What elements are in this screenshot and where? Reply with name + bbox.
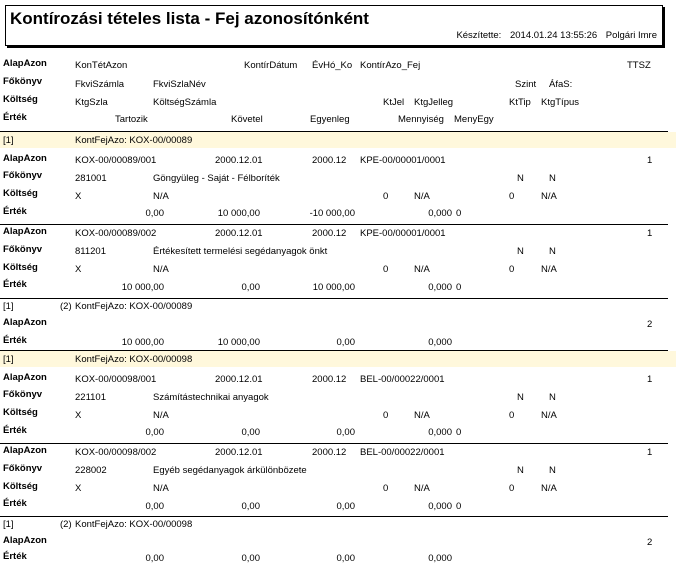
group-level: [1] (3, 135, 14, 146)
record-egyenleg: 0,00 (336, 501, 355, 512)
record-ktg: X (75, 410, 82, 421)
col-ktjel: KtJel (383, 97, 405, 108)
record-kovetel: 0,00 (241, 427, 260, 438)
record-id: KOX-00/00098/002 (75, 447, 157, 458)
col-fkviszamla: FkviSzámla (75, 79, 125, 90)
record-ttsz: 1 (647, 155, 653, 166)
record-afa: N (549, 392, 556, 403)
record-date: 2000.12.01 (215, 374, 263, 385)
col-fkviszlanev: FkviSzlaNév (153, 79, 206, 90)
summary-ttsz: 2 (647, 319, 653, 330)
col-kontirdatum: KontírDátum (244, 60, 298, 71)
record-ktg: X (75, 264, 82, 275)
label-ertek: Érték (3, 425, 27, 436)
label-ertek: Érték (3, 498, 27, 509)
label-alapazon: AlapAzon (3, 226, 47, 237)
record-id: KOX-00/00089/002 (75, 228, 157, 239)
col-tartozik: Tartozik (115, 114, 148, 125)
record-tipus: N/A (541, 483, 557, 494)
record-date: 2000.12.01 (215, 228, 263, 239)
record-account-name: Számítástechnikai anyagok (153, 392, 269, 403)
summary-level: [1] (3, 301, 14, 312)
prepared-by: Polgári Imre (605, 30, 657, 41)
record-fej: KPE-00/00001/0001 (360, 228, 446, 239)
summary-count: (2) (60, 301, 72, 312)
record-jelleg: N/A (414, 264, 430, 275)
record-afa: N (549, 173, 556, 184)
record-jelleg: N/A (414, 410, 430, 421)
record-afa: N (549, 465, 556, 476)
record-account: 228002 (75, 465, 107, 476)
separator (0, 298, 668, 299)
prepared-date: 2014.01.24 13:55:26 (509, 30, 598, 41)
record-szint: N (517, 246, 524, 257)
record-evho: 2000.12 (312, 228, 347, 239)
record-egyenleg: -10 000,00 (309, 208, 355, 219)
col-ktgjelleg: KtgJelleg (414, 97, 454, 108)
record-ktg-szamla: N/A (153, 410, 169, 421)
record-account-name: Értékesített termelési segédanyagok önkt (153, 246, 328, 257)
record-mennyiseg: 0,000 (428, 208, 452, 219)
group-level: [1] (3, 354, 14, 365)
record-mennyiseg: 0,000 (428, 427, 452, 438)
label-fokonyv: Főkönyv (3, 170, 43, 181)
record-szint: N (517, 392, 524, 403)
summary-tartozik: 0,00 (145, 553, 164, 564)
col-afas: ÁfaS: (549, 79, 573, 90)
record-fej: BEL-00/00022/0001 (360, 374, 445, 385)
record-evho: 2000.12 (312, 374, 347, 385)
record-jelleg: N/A (414, 483, 430, 494)
col-label-alapazon: AlapAzon (3, 58, 47, 69)
label-ertek: Érték (3, 279, 27, 290)
separator (0, 224, 668, 225)
summary-kovetel: 10 000,00 (217, 337, 260, 348)
col-egyenleg: Egyenleg (310, 114, 350, 125)
summary-mennyiseg: 0,000 (428, 337, 452, 348)
summary-title: KontFejAzo: KOX-00/00098 (75, 519, 193, 530)
label-alapazon: AlapAzon (3, 535, 47, 546)
record-ktg-szamla: N/A (153, 483, 169, 494)
label-ertek: Érték (3, 335, 27, 346)
report-title: Kontírozási tételes lista - Fej azonosítónként (10, 9, 369, 28)
group-title: KontFejAzo: KOX-00/00098 (75, 354, 193, 365)
record-tipus: N/A (541, 264, 557, 275)
record-account: 811201 (75, 246, 106, 257)
group-title: KontFejAzo: KOX-00/00089 (75, 135, 193, 146)
summary-kovetel: 0,00 (241, 553, 260, 564)
summary-egyenleg: 0,00 (336, 553, 355, 564)
record-ktg: X (75, 483, 82, 494)
record-tipus: N/A (541, 410, 557, 421)
record-tartozik: 0,00 (145, 208, 164, 219)
col-label-fokonyv: Főkönyv (3, 76, 43, 87)
record-ttsz: 1 (647, 447, 653, 458)
label-koltseg: Költség (3, 481, 38, 492)
record-account-name: Göngyüleg - Saját - Félboríték (153, 173, 280, 184)
col-evho: ÉvHó_Ko (312, 60, 353, 71)
label-koltseg: Költség (3, 262, 38, 273)
record-tartozik: 0,00 (145, 501, 164, 512)
record-account: 281001 (75, 173, 107, 184)
label-koltseg: Költség (3, 407, 38, 418)
col-kovetel: Követel (231, 114, 263, 125)
label-alapazon: AlapAzon (3, 317, 47, 328)
record-id: KOX-00/00089/001 (75, 155, 157, 166)
record-tartozik: 10 000,00 (121, 282, 164, 293)
record-evho: 2000.12 (312, 155, 347, 166)
record-evho: 2000.12 (312, 447, 347, 458)
col-kontirazo-fej: KontírAzo_Fej (360, 60, 421, 71)
col-kttip: KtTip (509, 97, 531, 108)
record-mennyiseg: 0,000 (428, 501, 452, 512)
label-alapazon: AlapAzon (3, 372, 47, 383)
label-fokonyv: Főkönyv (3, 244, 43, 255)
col-label-ertek: Érték (3, 112, 27, 123)
separator (0, 443, 668, 444)
report-meta (450, 30, 657, 41)
record-ktjel: 0 (383, 483, 389, 494)
label-ertek: Érték (3, 206, 27, 217)
col-ktgszla: KtgSzla (75, 97, 108, 108)
record-ktjel: 0 (383, 191, 389, 202)
record-kttip: 0 (509, 264, 515, 275)
summary-title: KontFejAzo: KOX-00/00089 (75, 301, 193, 312)
record-tartozik: 0,00 (145, 427, 164, 438)
record-egyenleg: 10 000,00 (312, 282, 355, 293)
record-date: 2000.12.01 (215, 447, 263, 458)
col-koltsegszamla: KöltségSzámla (153, 97, 217, 108)
col-ttsz: TTSZ (627, 60, 651, 71)
summary-mennyiseg: 0,000 (428, 553, 452, 564)
summary-egyenleg: 0,00 (336, 337, 355, 348)
record-afa: N (549, 246, 556, 257)
record-menyegy: 0 (456, 501, 462, 512)
record-kttip: 0 (509, 410, 515, 421)
record-kttip: 0 (509, 191, 515, 202)
record-ktg-szamla: N/A (153, 264, 169, 275)
record-menyegy: 0 (456, 208, 462, 219)
record-date: 2000.12.01 (215, 155, 263, 166)
record-menyegy: 0 (456, 282, 462, 293)
record-account: 221101 (75, 392, 106, 403)
record-id: KOX-00/00098/001 (75, 374, 157, 385)
record-menyegy: 0 (456, 427, 462, 438)
summary-count: (2) (60, 519, 72, 530)
record-szint: N (517, 465, 524, 476)
summary-level: [1] (3, 519, 14, 530)
col-ktgtipus: KtgTípus (541, 97, 580, 108)
label-fokonyv: Főkönyv (3, 389, 43, 400)
record-tipus: N/A (541, 191, 557, 202)
prepared-label: Készítette: (456, 30, 502, 41)
record-fej: BEL-00/00022/0001 (360, 447, 445, 458)
col-label-koltseg: Költség (3, 94, 38, 105)
record-ktg: X (75, 191, 82, 202)
record-ttsz: 1 (647, 374, 653, 385)
record-fej: KPE-00/00001/0001 (360, 155, 446, 166)
record-kovetel: 10 000,00 (217, 208, 260, 219)
col-kontetazon: KonTétAzon (75, 60, 128, 71)
label-alapazon: AlapAzon (3, 445, 47, 456)
record-kovetel: 0,00 (241, 501, 260, 512)
record-egyenleg: 0,00 (336, 427, 355, 438)
report-title-box (5, 5, 663, 46)
label-fokonyv: Főkönyv (3, 463, 43, 474)
record-kttip: 0 (509, 483, 515, 494)
record-ktg-szamla: N/A (153, 191, 169, 202)
record-kovetel: 0,00 (241, 282, 260, 293)
record-jelleg: N/A (414, 191, 430, 202)
col-menyegy: MenyEgy (454, 114, 494, 125)
label-alapazon: AlapAzon (3, 153, 47, 164)
separator (0, 516, 668, 517)
record-account-name: Egyéb segédanyagok árkülönbözete (153, 465, 307, 476)
record-ktjel: 0 (383, 410, 389, 421)
label-koltseg: Költség (3, 188, 38, 199)
col-mennyiseg: Mennyiség (398, 114, 444, 125)
record-ktjel: 0 (383, 264, 389, 275)
record-szint: N (517, 173, 524, 184)
record-mennyiseg: 0,000 (428, 282, 452, 293)
summary-ttsz: 2 (647, 537, 653, 548)
record-ttsz: 1 (647, 228, 653, 239)
summary-tartozik: 10 000,00 (121, 337, 164, 348)
col-szint: Szint (515, 79, 537, 90)
label-ertek: Érték (3, 551, 27, 562)
